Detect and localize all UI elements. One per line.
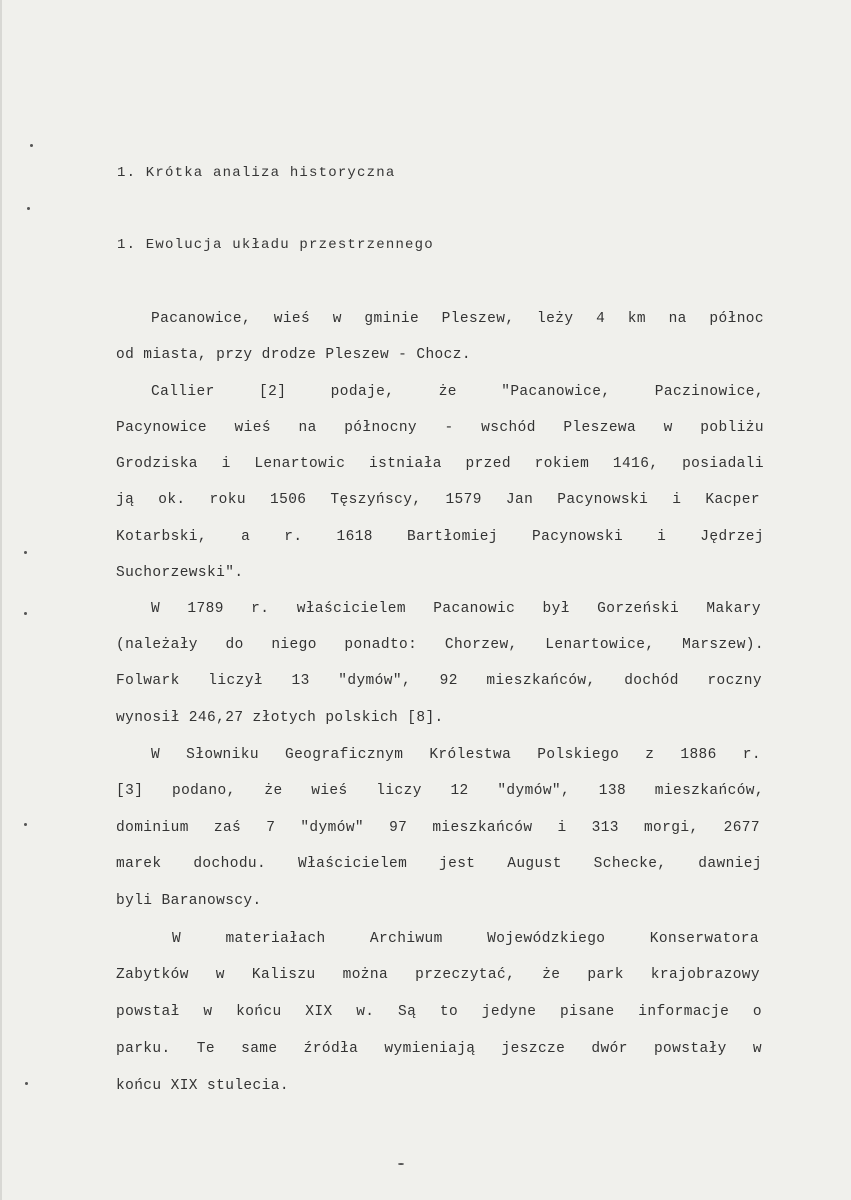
text-line: Zabytków w Kaliszu można przeczytać, że park krajobrazowy <box>116 967 760 983</box>
bottom-speck <box>398 1163 404 1165</box>
text-line: Suchorzewski". <box>116 565 244 581</box>
text-line: (należały do niego ponadto: Chorzew, Lenartowice, Marszew). <box>116 637 764 653</box>
margin-speck <box>24 823 27 826</box>
text-line: byli Baranowscy. <box>116 893 262 909</box>
text-line: Grodziska i Lenartowic istniała przed rokiem 1416, posiadali <box>116 456 764 472</box>
text-line: W materiałach Archiwum Wojewódzkiego Konserwatora <box>172 931 759 947</box>
text-line: Pacynowice wieś na północny - wschód Pleszewa w pobliżu <box>116 420 764 436</box>
text-line: od miasta, przy drodze Pleszew - Chocz. <box>116 347 471 363</box>
margin-speck <box>24 551 27 554</box>
text-line: W 1789 r. właścicielem Pacanowic był Gorzeński Makary <box>151 601 761 617</box>
margin-speck <box>24 612 27 615</box>
text-line: Pacanowice, wieś w gminie Pleszew, leży 4 km na północ <box>151 311 764 327</box>
text-line: marek dochodu. Właścicielem jest August Schecke, dawniej <box>116 856 762 872</box>
text-line: powstał w końcu XIX w. Są to jedyne pisane informacje o <box>116 1004 762 1020</box>
text-line: [3] podano, że wieś liczy 12 "dymów", 138 mieszkańców, <box>116 783 764 799</box>
margin-speck <box>27 207 30 210</box>
margin-speck <box>30 144 33 147</box>
margin-speck <box>25 1082 28 1085</box>
text-line: W Słowniku Geograficznym Królestwa Polskiego z 1886 r. <box>151 747 761 763</box>
text-line: wynosił 246,27 złotych polskich [8]. <box>116 710 444 726</box>
left-edge <box>0 0 2 1200</box>
text-line: Callier [2] podaje, że "Pacanowice, Paczinowice, <box>151 384 764 400</box>
text-line: parku. Te same źródła wymieniają jeszcze dwór powstały w <box>116 1041 762 1057</box>
subsection-heading: 1. Ewolucja układu przestrzennego <box>117 237 434 253</box>
text-line: Kotarbski, a r. 1618 Bartłomiej Pacynowski i Jędrzej <box>116 529 764 545</box>
section-heading: 1. Krótka analiza historyczna <box>117 165 396 181</box>
text-line: Folwark liczył 13 "dymów", 92 mieszkańców, dochód roczny <box>116 673 762 689</box>
text-line: dominium zaś 7 "dymów" 97 mieszkańców i 313 morgi, 2677 <box>116 820 760 836</box>
text-line: ją ok. roku 1506 Tęszyńscy, 1579 Jan Pacynowski i Kacper <box>116 492 760 508</box>
text-line: końcu XIX stulecia. <box>116 1078 289 1094</box>
